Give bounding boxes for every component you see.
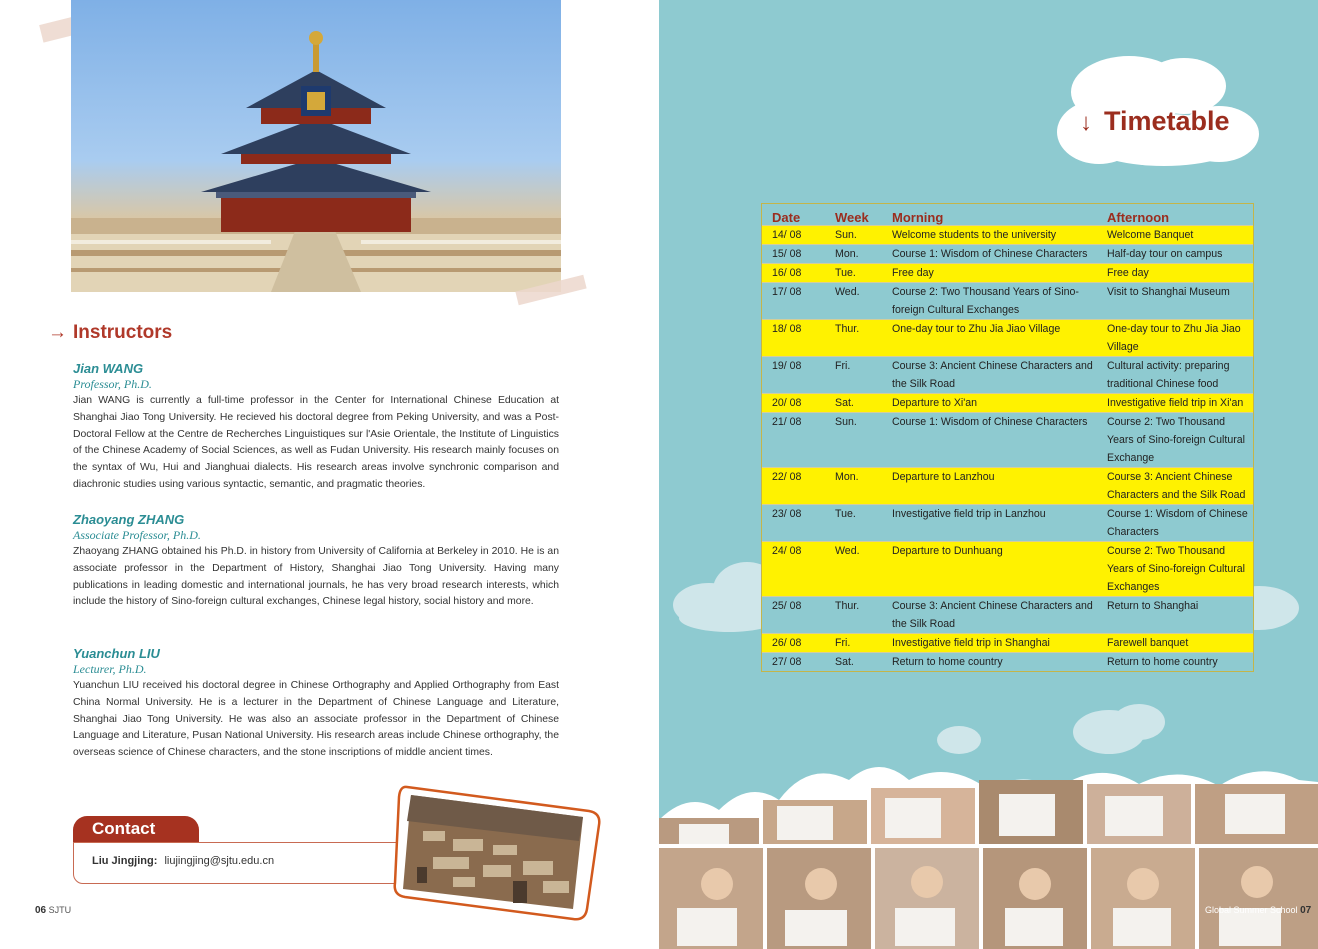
- cell-week: Fri.: [835, 357, 892, 394]
- instructor-title: Lecturer, Ph.D.: [73, 662, 147, 676]
- cell-morning: Course 3: Ancient Chinese Characters and the Silk Road: [892, 357, 1107, 394]
- page-label: Global Summer School: [1205, 905, 1298, 915]
- cell-afternoon: Return to Shanghai: [1107, 597, 1253, 634]
- cell-week: Sun.: [835, 413, 892, 468]
- cell-morning: Investigative field trip in Lanzhou: [892, 505, 1107, 542]
- instructor-name: Zhaoyang ZHANG: [73, 512, 185, 527]
- cell-morning: Departure to Dunhuang: [892, 542, 1107, 597]
- cell-date: 16/ 08: [762, 264, 835, 283]
- cell-morning: Course 1: Wisdom of Chinese Characters: [892, 245, 1107, 264]
- right-page: [659, 0, 1318, 949]
- cell-afternoon: Welcome Banquet: [1107, 226, 1253, 245]
- cell-date: 19/ 08: [762, 357, 835, 394]
- cell-week: Mon.: [835, 245, 892, 264]
- contact-name: Liu Jingjing:: [92, 855, 158, 867]
- cell-week: Tue.: [835, 264, 892, 283]
- cell-date: 20/ 08: [762, 394, 835, 413]
- cell-afternoon: Course 2: Two Thousand Years of Sino-foreign Cultural Exchanges: [1107, 542, 1253, 597]
- student-photos-strip: [659, 760, 1318, 949]
- cell-date: 21/ 08: [762, 413, 835, 468]
- table-row: [762, 505, 1253, 542]
- cell-afternoon: Course 3: Ancient Chinese Characters and the Silk Road: [1107, 468, 1253, 505]
- cell-afternoon: Half-day tour on campus: [1107, 245, 1253, 264]
- cell-afternoon: Free day: [1107, 264, 1253, 283]
- cell-morning: Free day: [892, 264, 1107, 283]
- timetable: [761, 203, 1254, 672]
- table-row: [762, 226, 1253, 245]
- cell-week: Sat.: [835, 394, 892, 413]
- cell-afternoon: Course 2: Two Thousand Years of Sino-foreign Cultural Exchange: [1107, 413, 1253, 468]
- cell-afternoon: Investigative field trip in Xi'an: [1107, 394, 1253, 413]
- cell-week: Thur.: [835, 320, 892, 357]
- cell-date: 25/ 08: [762, 597, 835, 634]
- temple-of-heaven-photo: [71, 0, 561, 292]
- instructor-bio: Jian WANG is currently a full-time professor in the Center for International Chinese Education at Shanghai Jiao Tong University. He recieved his doctoral degree from Peking University, and was a Post-Doctoral Fellow at the Centre de Recherches Linguistiques sur l'Asie Orientale, the Institute of Linguistics of the Chinese Academy of Social Sciences, as well as Fudan University. His research mainly focuses on the syntax of Wu, Hui and Jianghuai dialects. His research areas involve synchronic comparison and diachronic studies using various syntactic, semantic, and pragmatic theories.: [73, 395, 559, 490]
- cell-date: 15/ 08: [762, 245, 835, 264]
- table-row: [762, 468, 1253, 505]
- page-number-left: [35, 905, 71, 916]
- table-row: [762, 413, 1253, 468]
- instructor-entry: [73, 646, 559, 762]
- cell-week: Sun.: [835, 226, 892, 245]
- city-model-photo: [393, 781, 601, 921]
- header-date: Date: [772, 210, 801, 225]
- page-number-right: [1205, 905, 1311, 916]
- table-row: [762, 357, 1253, 394]
- cell-morning: Departure to Xi'an: [892, 394, 1107, 413]
- cell-week: Tue.: [835, 505, 892, 542]
- cell-morning: Course 3: Ancient Chinese Characters and the Silk Road: [892, 597, 1107, 634]
- table-row: [762, 245, 1253, 264]
- table-header-row: [762, 204, 1253, 226]
- instructor-entry: [73, 361, 559, 494]
- cell-morning: Departure to Lanzhou: [892, 468, 1107, 505]
- contact-email-link[interactable]: liujingjing@sjtu.edu.cn: [164, 855, 275, 867]
- instructor-title: Professor, Ph.D.: [73, 377, 152, 391]
- cell-week: Wed.: [835, 283, 892, 320]
- cell-morning: Welcome students to the university: [892, 226, 1107, 245]
- table-row: [762, 394, 1253, 413]
- cell-date: 24/ 08: [762, 542, 835, 597]
- cell-date: 26/ 08: [762, 634, 835, 653]
- cell-afternoon: Farewell banquet: [1107, 634, 1253, 653]
- cell-afternoon: Return to home country: [1107, 653, 1253, 672]
- cell-afternoon: Course 1: Wisdom of Chinese Characters: [1107, 505, 1253, 542]
- table-row: [762, 634, 1253, 653]
- cell-week: Wed.: [835, 542, 892, 597]
- cell-afternoon: One-day tour to Zhu Jia Jiao Village: [1107, 320, 1253, 357]
- arrow-right-icon: →: [48, 322, 67, 343]
- table-row: [762, 320, 1253, 357]
- contact-heading: Contact: [73, 816, 199, 842]
- cloud-decoration: [659, 0, 1318, 200]
- page-number: 06: [35, 905, 47, 916]
- cell-afternoon: Cultural activity: preparing traditional Chinese food: [1107, 357, 1253, 394]
- instructors-heading: → Instructors: [48, 322, 173, 343]
- table-row: [762, 283, 1253, 320]
- cell-morning: One-day tour to Zhu Jia Jiao Village: [892, 320, 1107, 357]
- header-morning: Morning: [892, 210, 944, 225]
- cell-afternoon: Visit to Shanghai Museum: [1107, 283, 1253, 320]
- timetable-table: [762, 204, 1253, 671]
- table-row: [762, 542, 1253, 597]
- cell-morning: Return to home country: [892, 653, 1107, 672]
- cell-week: Fri.: [835, 634, 892, 653]
- page-label: SJTU: [48, 905, 72, 915]
- cell-date: 14/ 08: [762, 226, 835, 245]
- contact-line: [92, 855, 274, 867]
- cell-week: Sat.: [835, 653, 892, 672]
- table-row: [762, 653, 1253, 672]
- instructor-name: Jian WANG: [73, 361, 144, 376]
- cell-morning: Course 1: Wisdom of Chinese Characters: [892, 413, 1107, 468]
- timetable-heading: ↓ Timetable: [1080, 106, 1230, 136]
- table-row: [762, 597, 1253, 634]
- cell-date: 18/ 08: [762, 320, 835, 357]
- cell-morning: Course 2: Two Thousand Years of Sino-foreign Cultural Exchanges: [892, 283, 1107, 320]
- arrow-down-icon: ↓: [1080, 109, 1092, 136]
- cell-week: Mon.: [835, 468, 892, 505]
- table-row: [762, 264, 1253, 283]
- instructor-title: Associate Professor, Ph.D.: [73, 528, 201, 542]
- cell-date: 17/ 08: [762, 283, 835, 320]
- cell-date: 23/ 08: [762, 505, 835, 542]
- header-week: Week: [835, 210, 869, 225]
- cell-morning: Investigative field trip in Shanghai: [892, 634, 1107, 653]
- instructor-name: Yuanchun LIU: [73, 646, 160, 661]
- instructor-entry: [73, 512, 559, 611]
- cell-date: 27/ 08: [762, 653, 835, 672]
- cell-week: Thur.: [835, 597, 892, 634]
- instructor-bio: Yuanchun LIU received his doctoral degree in Chinese Orthography and Applied Orthography from East China Normal University. He is a lecturer in the Department of Chinese Language and Literature, Shanghai Jiao Tong University. He was also an associate professor in the Department of Chinese Language and Literature, Pusan National University. His research areas include Chinese orthography, the overseas science of Chinese characters, and the stone inscriptions of middle ancient times.: [73, 680, 559, 759]
- page-number: 07: [1300, 905, 1312, 916]
- cell-date: 22/ 08: [762, 468, 835, 505]
- header-afternoon: Afternoon: [1107, 210, 1170, 225]
- instructor-bio: Zhaoyang ZHANG obtained his Ph.D. in history from University of California at Berkeley in 2010. He is an associate professor in the Department of History, Shanghai Jiao Tong University. Having many publications in leading domestic and international journals, he has very broad research interests, which include the history of Sino-foreign cultural exchanges, Chinese legal history, social history and more.: [73, 546, 559, 608]
